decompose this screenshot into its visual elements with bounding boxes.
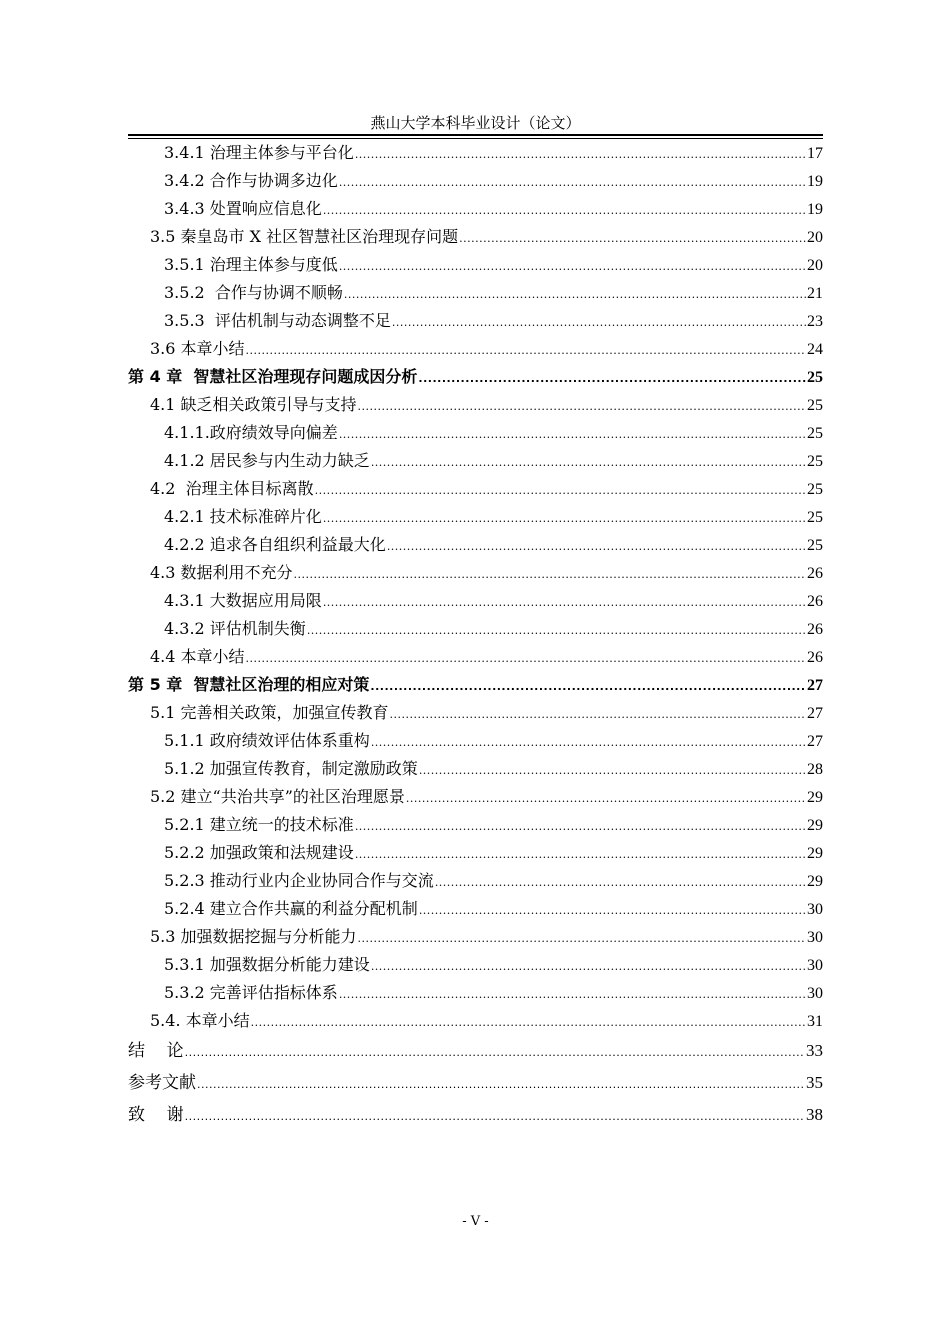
toc-entry-title: 5.3.2 完善评估指标体系 bbox=[164, 983, 338, 1002]
toc-dot-leader bbox=[246, 337, 806, 365]
toc-entry-title: 4.2.2 追求各自组织利益最大化 bbox=[164, 535, 386, 554]
toc-entry[interactable] bbox=[128, 811, 823, 839]
toc-entry[interactable] bbox=[128, 447, 823, 475]
toc-entry[interactable] bbox=[128, 643, 823, 671]
toc-dot-leader bbox=[392, 309, 806, 337]
toc-entry[interactable] bbox=[128, 335, 823, 363]
toc-page-number: 35 bbox=[806, 1073, 823, 1092]
toc-entry-title: 致 谢 bbox=[128, 1105, 184, 1125]
toc-entry-title: 5.1.2 加强宣传教育，制定激励政策 bbox=[164, 759, 418, 778]
toc-entry[interactable] bbox=[128, 699, 823, 727]
toc-page-number: 31 bbox=[807, 1013, 823, 1030]
toc-entry-title: 参考文献 bbox=[128, 1073, 196, 1093]
toc-entry-title: 第 4 章 智慧社区治理现存问题成因分析 bbox=[128, 367, 418, 386]
toc-dot-leader bbox=[344, 281, 806, 309]
toc-entry-title: 结 论 bbox=[128, 1041, 184, 1061]
toc-entry[interactable] bbox=[128, 307, 823, 335]
toc-dot-leader bbox=[185, 1037, 805, 1069]
toc-entry-title: 4.3.2 评估机制失衡 bbox=[164, 619, 306, 638]
toc-entry-title: 3.4.1 治理主体参与平台化 bbox=[164, 143, 354, 162]
toc-dot-leader bbox=[419, 897, 806, 925]
toc-dot-leader bbox=[355, 141, 806, 169]
toc-page-number: 30 bbox=[807, 901, 823, 918]
running-header: 燕山大学本科毕业设计（论文） bbox=[370, 114, 581, 132]
toc-entry-title: 4.2.1 技术标准碎片化 bbox=[164, 507, 322, 526]
toc-dot-leader bbox=[418, 365, 806, 393]
toc-entry-title: 5.1.1 政府绩效评估体系重构 bbox=[164, 731, 370, 750]
toc-entry-title: 4.4 本章小结 bbox=[150, 647, 245, 666]
toc-entry[interactable] bbox=[128, 223, 823, 251]
toc-page-number: 20 bbox=[807, 257, 823, 274]
toc-dot-leader bbox=[339, 421, 806, 449]
toc-page-number: 30 bbox=[807, 957, 823, 974]
toc-entry[interactable] bbox=[128, 531, 823, 559]
toc-page-number: 26 bbox=[807, 565, 823, 582]
toc-dot-leader bbox=[339, 253, 806, 281]
toc-entry[interactable] bbox=[128, 363, 823, 391]
toc-entry-title: 3.4.2 合作与协调多边化 bbox=[164, 171, 338, 190]
toc-dot-leader bbox=[358, 925, 806, 953]
toc-page-number: 25 bbox=[807, 509, 823, 526]
toc-entry-title: 4.2 治理主体目标离散 bbox=[150, 479, 314, 498]
toc-dot-leader bbox=[371, 953, 806, 981]
toc-entry[interactable] bbox=[128, 559, 823, 587]
toc-entry[interactable] bbox=[128, 615, 823, 643]
toc-entry-title: 5.2.4 建立合作共赢的利益分配机制 bbox=[164, 899, 418, 918]
toc-entry[interactable] bbox=[128, 167, 823, 195]
toc-dot-leader bbox=[419, 757, 806, 785]
toc-entry[interactable] bbox=[128, 279, 823, 307]
toc-dot-leader bbox=[371, 729, 806, 757]
toc-entry-title: 3.5.2 合作与协调不顺畅 bbox=[164, 283, 343, 302]
toc-page-number: 25 bbox=[807, 397, 823, 414]
toc-entry-title: 4.1.1.政府绩效导向偏差 bbox=[164, 423, 338, 442]
toc-dot-leader bbox=[370, 673, 806, 701]
toc-dot-leader bbox=[435, 869, 806, 897]
toc-dot-leader bbox=[246, 645, 806, 673]
toc-entry[interactable] bbox=[128, 895, 823, 923]
toc-page-number: 27 bbox=[807, 677, 823, 694]
toc-page-number: 30 bbox=[807, 985, 823, 1002]
toc-entry-title: 3.6 本章小结 bbox=[150, 339, 245, 358]
toc-entry-title: 4.1 缺乏相关政策引导与支持 bbox=[150, 395, 357, 414]
toc-page-number: 29 bbox=[807, 789, 823, 806]
toc-page-number: 38 bbox=[806, 1105, 823, 1124]
toc-dot-leader bbox=[323, 197, 806, 225]
toc-entry-title: 3.5.1 治理主体参与度低 bbox=[164, 255, 338, 274]
toc-dot-leader bbox=[197, 1069, 805, 1101]
toc-page-number: 20 bbox=[807, 229, 823, 246]
toc-dot-leader bbox=[307, 617, 806, 645]
toc-dot-leader bbox=[387, 533, 806, 561]
toc-page-number: 26 bbox=[807, 649, 823, 666]
toc-entry[interactable] bbox=[128, 839, 823, 867]
toc-entry[interactable] bbox=[128, 1035, 823, 1067]
table-of-contents bbox=[128, 139, 823, 1131]
toc-entry-title: 5.2.1 建立统一的技术标准 bbox=[164, 815, 354, 834]
toc-entry[interactable] bbox=[128, 419, 823, 447]
toc-entry-title: 3.5.3 评估机制与动态调整不足 bbox=[164, 311, 391, 330]
toc-entry-title: 5.2.2 加强政策和法规建设 bbox=[164, 843, 354, 862]
toc-page-number: 19 bbox=[807, 201, 823, 218]
toc-page-number: 27 bbox=[807, 705, 823, 722]
toc-entry[interactable] bbox=[128, 867, 823, 895]
toc-entry-title: 5.3 加强数据挖掘与分析能力 bbox=[150, 927, 357, 946]
toc-page-number: 30 bbox=[807, 929, 823, 946]
toc-dot-leader bbox=[294, 561, 806, 589]
page-number-footer: - V - bbox=[462, 1214, 489, 1229]
toc-page-number: 26 bbox=[807, 621, 823, 638]
toc-entry-title: 3.5 秦皇岛市 X 社区智慧社区治理现存问题 bbox=[150, 227, 459, 246]
toc-page-number: 28 bbox=[807, 761, 823, 778]
toc-page-number: 26 bbox=[807, 593, 823, 610]
toc-entry[interactable] bbox=[128, 587, 823, 615]
toc-entry-title: 3.4.3 处置响应信息化 bbox=[164, 199, 322, 218]
toc-entry-title: 5.2 建立“共治共享”的社区治理愿景 bbox=[150, 787, 405, 806]
toc-entry-title: 第 5 章 智慧社区治理的相应对策 bbox=[128, 675, 370, 694]
toc-page-number: 25 bbox=[807, 481, 823, 498]
toc-page-number: 25 bbox=[807, 453, 823, 470]
toc-dot-leader bbox=[339, 169, 806, 197]
toc-entry[interactable] bbox=[128, 727, 823, 755]
toc-entry[interactable] bbox=[128, 783, 823, 811]
toc-page-number: 24 bbox=[807, 341, 823, 358]
toc-entry-title: 5.1 完善相关政策，加强宣传教育 bbox=[150, 703, 389, 722]
toc-page-number: 25 bbox=[807, 425, 823, 442]
toc-dot-leader bbox=[358, 393, 806, 421]
toc-page-number: 25 bbox=[807, 537, 823, 554]
toc-entry[interactable] bbox=[128, 251, 823, 279]
toc-entry[interactable] bbox=[128, 979, 823, 1007]
toc-page-number: 29 bbox=[807, 873, 823, 890]
toc-dot-leader bbox=[390, 701, 806, 729]
toc-entry[interactable] bbox=[128, 475, 823, 503]
toc-entry-title: 5.4. 本章小结 bbox=[150, 1011, 250, 1030]
toc-entry[interactable] bbox=[128, 923, 823, 951]
toc-entry[interactable] bbox=[128, 139, 823, 167]
toc-entry[interactable] bbox=[128, 671, 823, 699]
toc-dot-leader bbox=[406, 785, 806, 813]
toc-page-number: 19 bbox=[807, 173, 823, 190]
toc-page-number: 33 bbox=[806, 1041, 823, 1060]
toc-page-number: 29 bbox=[807, 817, 823, 834]
toc-page-number: 25 bbox=[807, 369, 823, 386]
toc-entry[interactable] bbox=[128, 755, 823, 783]
toc-page-number: 23 bbox=[807, 313, 823, 330]
toc-entry-title: 4.1.2 居民参与内生动力缺乏 bbox=[164, 451, 370, 470]
toc-entry[interactable] bbox=[128, 391, 823, 419]
toc-entry[interactable] bbox=[128, 195, 823, 223]
toc-dot-leader bbox=[339, 981, 806, 1009]
toc-page-number: 27 bbox=[807, 733, 823, 750]
toc-page-number: 17 bbox=[807, 145, 823, 162]
toc-dot-leader bbox=[251, 1009, 806, 1037]
toc-entry-title: 5.2.3 推动行业内企业协同合作与交流 bbox=[164, 871, 434, 890]
toc-entry-title: 4.3 数据利用不充分 bbox=[150, 563, 293, 582]
toc-entry-title: 5.3.1 加强数据分析能力建设 bbox=[164, 955, 370, 974]
toc-dot-leader bbox=[355, 841, 806, 869]
toc-dot-leader bbox=[371, 449, 806, 477]
toc-entry[interactable] bbox=[128, 1067, 823, 1099]
toc-dot-leader bbox=[459, 225, 806, 253]
toc-page-number: 29 bbox=[807, 845, 823, 862]
toc-entry[interactable] bbox=[128, 951, 823, 979]
toc-entry[interactable] bbox=[128, 503, 823, 531]
toc-dot-leader bbox=[185, 1101, 805, 1133]
toc-dot-leader bbox=[315, 477, 806, 505]
toc-entry-title: 4.3.1 大数据应用局限 bbox=[164, 591, 322, 610]
header-rule-thick bbox=[128, 134, 823, 136]
toc-dot-leader bbox=[323, 589, 806, 617]
toc-dot-leader bbox=[355, 813, 806, 841]
toc-entry[interactable] bbox=[128, 1099, 823, 1131]
toc-page-number: 21 bbox=[807, 285, 823, 302]
toc-entry[interactable] bbox=[128, 1007, 823, 1035]
toc-dot-leader bbox=[323, 505, 806, 533]
